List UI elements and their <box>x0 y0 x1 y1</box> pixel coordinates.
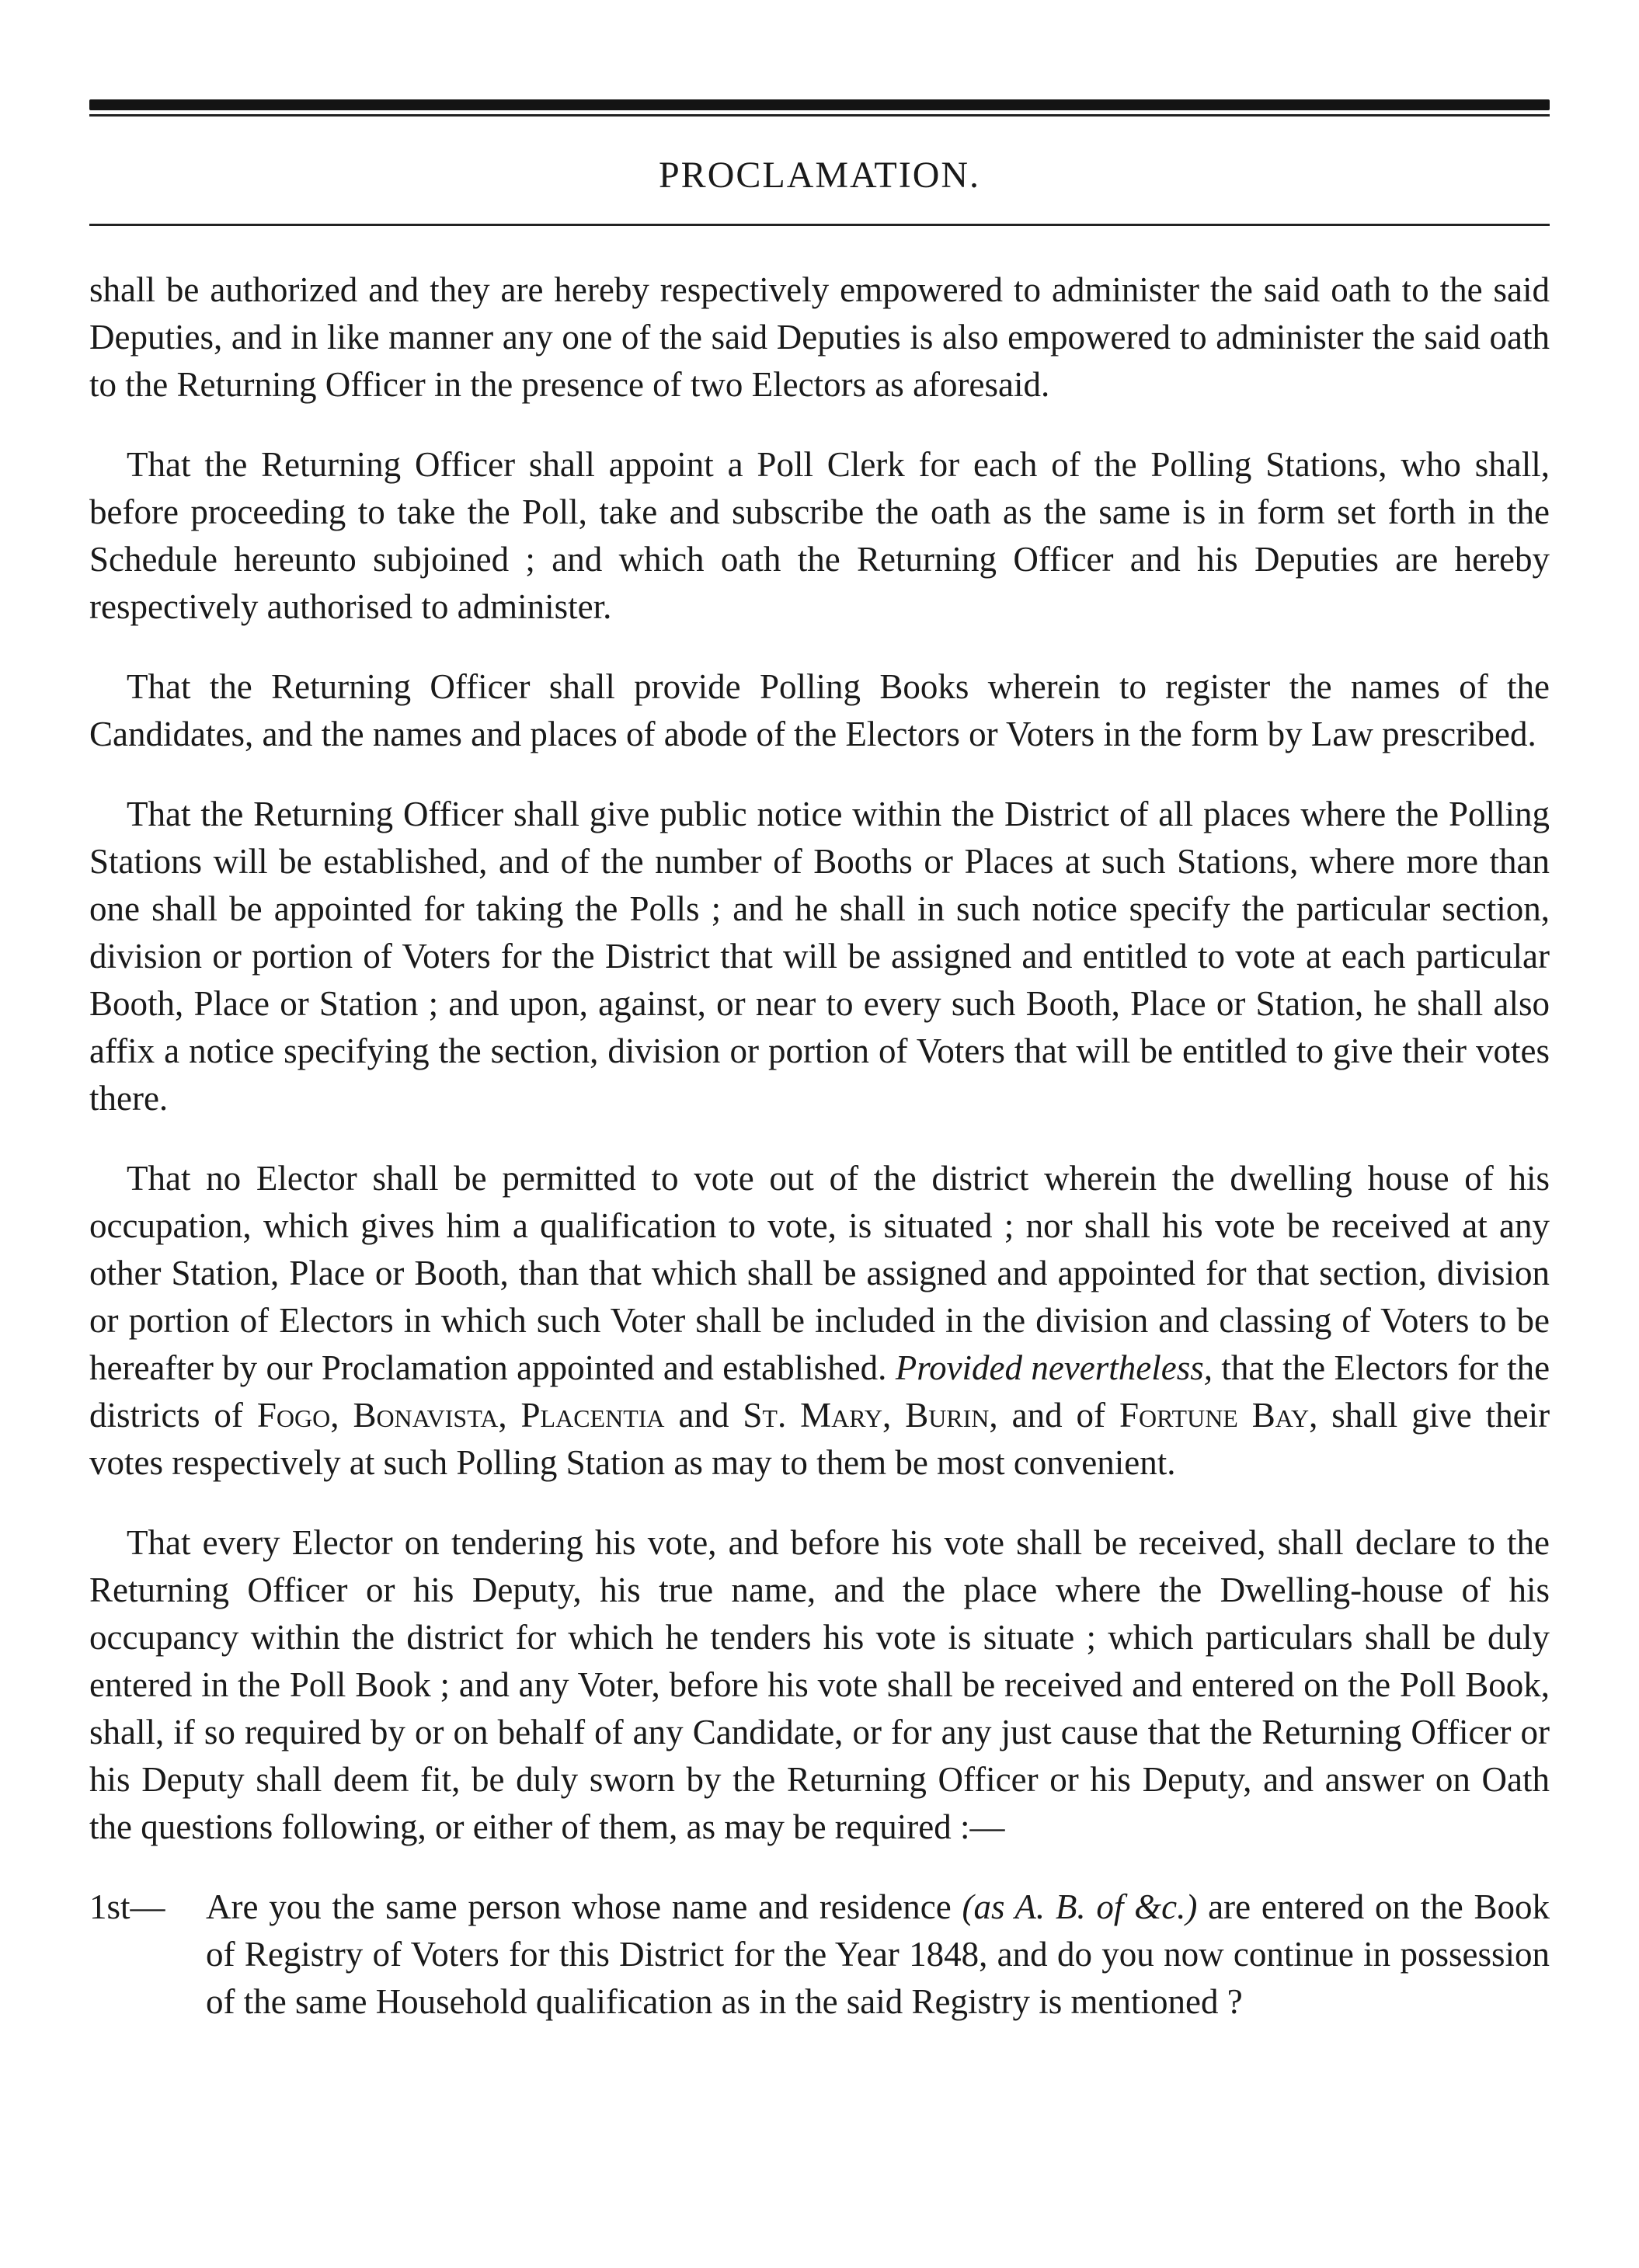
district-fortune-bay: Fortune Bay <box>1119 1396 1310 1435</box>
question-1-text <box>206 1884 1550 2026</box>
conjunction-and: and <box>678 1396 729 1435</box>
header-rule-thin <box>89 114 1550 117</box>
page-title: PROCLAMATION. <box>658 155 981 196</box>
document-page <box>89 99 1550 2026</box>
paragraph-poll-clerk: That the Returning Officer shall appoint a Poll Clerk for each of the Polling Stations, who shall, before proceeding to take the Poll, take and subscribe the oath as the same is in form set forth in the Schedule hereunto subjoined ; and which oath the Returning Officer and his Deputies are hereby respectively authorised to administer. <box>89 445 1550 626</box>
paragraph-voting-district-main: That no Elector shall be permitted to vote out of the district wherein the dwelling house of his occupation, which gives him a qualification to vote, is situated ; nor shall his vote be received at any other Station, Place or Booth, than that which shall be assigned and appointed for that section, division or portion of Electors in which such Voter shall be included in the division and classing of Voters to be hereafter by our Proclamation appointed and established. <box>89 1159 1550 1387</box>
paragraph-public-notice: That the Returning Officer shall give public notice within the District of all places where the Polling Stations will be established, and of the number of Booths or Places at such Stations, where more than one shall be appointed for taking the Polls ; and he shall in such notice specify the particular section, division or portion of Voters for the District that will be assigned and entitled to vote at each particular Booth, Place or Station ; and upon, against, or near to every such Booth, Place or Station, he shall also affix a notice specifying the section, division or portion of Voters that will be entitled to give their votes there. <box>89 795 1550 1118</box>
paragraph-voting-district: That no Elector shall be permitted to vote out of the district wherein the dwelling house of his occupation, which gives him a qualification to vote, is situated ; nor shall his vote be received at any other Station, Place or Booth, than that which shall be assigned and appointed for that section, division or portion of Electors in which such Voter shall be included in the division and classing of Voters to be hereafter by our Proclamation appointed and established. Provided nevertheless, that the Electors for the districts of Fogo, Bonavista, Placentia and St. Mary, Burin, and of Fortune Bay, shall give their votes respectively at such Polling Station as may to them be most convenient. <box>89 1159 1550 1482</box>
title-underline-rule <box>89 224 1550 226</box>
conjunction-and-of: and of <box>1011 1396 1106 1435</box>
district-st-mary: St. Mary <box>743 1396 882 1435</box>
district-placentia: Placentia <box>520 1396 665 1435</box>
question-1-text-a: Are you the same person whose name and residence <box>206 1887 952 1926</box>
question-1 <box>89 1884 1550 2026</box>
paragraph-deputies-oath: shall be authorized and they are hereby respectively empowered to administer the said oath to the said Deputies, and in like manner any one of the said Deputies is also empowered to administer the said oath to the Returning Officer in the presence of two Electors as aforesaid. <box>89 270 1550 404</box>
proviso-italic: Provided nevertheless, <box>895 1348 1213 1387</box>
header-rule-thick <box>89 99 1550 110</box>
district-burin: Burin <box>905 1396 990 1435</box>
proviso-conclusion: shall give their votes respectively at such Polling Station as may to them be most convenient. <box>89 1396 1550 1482</box>
question-1-text-b: are entered on the Book of Registry of Voters for this District for the Year 1848, and do you now continue in possession of the same Household qualification as in the said Registry is mentioned ? <box>206 1887 1550 2021</box>
proviso-text: that the Electors for the districts of <box>89 1348 1550 1435</box>
paragraph-polling-books: That the Returning Officer shall provide Polling Books wherein to register the names of the Candidates, and the names and places of abode of the Electors or Voters in the form by Law prescribed. <box>89 667 1550 753</box>
district-fogo: Fogo <box>256 1396 331 1435</box>
question-1-number: 1st— <box>89 1887 165 1926</box>
question-1-italic: (as A. B. of &c.) <box>962 1887 1198 1926</box>
paragraph-elector-tendering: That every Elector on tendering his vote, and before his vote shall be received, shall declare to the Returning Officer or his Deputy, his true name, and the place where the Dwelling-house of his occupancy within the district for which he tenders his vote is situate ; which particulars shall be duly entered in the Poll Book ; and any Voter, before his vote shall be received and entered on the Poll Book, shall, if so required by or on behalf of any Candidate, or for any just cause that the Returning Officer or his Deputy shall deem fit, be duly sworn by the Returning Officer or his Deputy, and answer on Oath the questions following, or either of them, as may be required :— <box>89 1523 1550 1846</box>
district-bonavista: Bonavista <box>353 1396 499 1435</box>
